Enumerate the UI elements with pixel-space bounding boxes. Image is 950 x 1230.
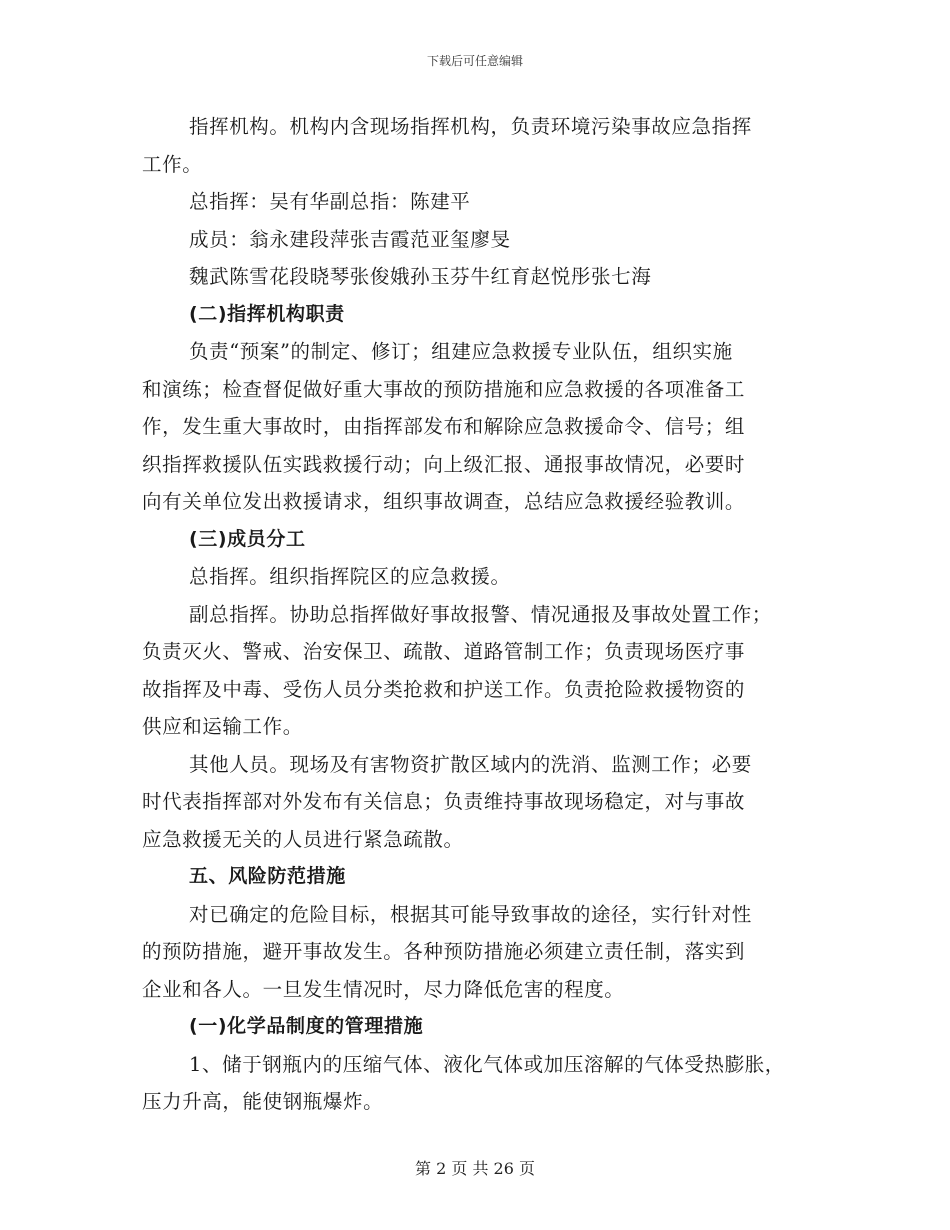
- text-line: 的预防措施，避开事故发生。各种预防措施必须建立责任制，落实到: [142, 940, 746, 963]
- text-line: 负责灭火、警戒、治安保卫、疏散、道路管制工作；负责现场医疗事: [142, 640, 746, 663]
- text-line: 应急救援无关的人员进行紧急疏散。: [142, 827, 464, 851]
- text-line: 魏武陈雪花段晓琴张俊娥孙玉芬牛红育赵悦彤张七海: [189, 265, 652, 288]
- text-line: 和演练；检查督促做好重大事故的预防措施和应急救援的各项准备工: [142, 377, 746, 401]
- text-line: 总指挥。组织指挥院区的应急救援。: [189, 565, 511, 588]
- document-body: [142, 108, 810, 1121]
- text-line: 指挥机构。机构内含现场指挥机构，负责环境污染事故应急指挥: [189, 115, 752, 138]
- text-line: 企业和各人。一旦发生情况时，尽力降低危害的程度。: [142, 977, 625, 1001]
- text-line: 负责“预案”的制定、修订；组建应急救援专业队伍，组织实施: [189, 340, 733, 363]
- text-line: 时代表指挥部对外发布有关信息；负责维持事故现场稳定，对与事故: [142, 790, 746, 813]
- text-line: 向有关单位发出救援请求，组织事故调查，总结应急救援经验教训。: [142, 490, 746, 513]
- text-line: 工作。: [142, 152, 203, 176]
- section-heading: (一)化学品制度的管理措施: [189, 1015, 424, 1037]
- text-line: 织指挥救援队伍实践救援行动；向上级汇报、通报事故情况，必要时: [142, 452, 746, 476]
- text-line: 压力升高，能使钢瓶爆炸。: [142, 1090, 384, 1113]
- text-line: 总指挥：吴有华副总指：陈建平: [189, 190, 471, 213]
- text-line: 成员：翁永建段萍张吉霞范亚玺廖旻: [189, 227, 511, 251]
- text-line: 副总指挥。协助总指挥做好事故报警、情况通报及事故处置工作；: [189, 602, 772, 626]
- text-line: 对已确定的危险目标，根据其可能导致事故的途径，实行针对性: [189, 902, 752, 926]
- section-heading: (二)指挥机构职责: [189, 302, 345, 325]
- text-line: 其他人员。现场及有害物资扩散区域内的洗消、监测工作；必要: [189, 752, 752, 776]
- section-heading: 五、风险防范措施: [189, 865, 346, 887]
- text-line: 作，发生重大事故时，由指挥部发布和解除应急救援命令、信号；组: [142, 415, 746, 438]
- page-header: 下载后可任意编辑: [426, 54, 523, 68]
- section-heading: (三)成员分工: [189, 527, 306, 550]
- text-line: 故指挥及中毒、受伤人员分类抢救和护送工作。负责抢险救援物资的: [142, 677, 746, 701]
- page-footer: 第 2 页 共 26 页: [415, 1159, 535, 1178]
- text-line: 供应和运输工作。: [142, 715, 303, 738]
- text-line: 1、储于钢瓶内的压缩气体、液化气体或加压溶解的气体受热膨胀，: [189, 1052, 785, 1076]
